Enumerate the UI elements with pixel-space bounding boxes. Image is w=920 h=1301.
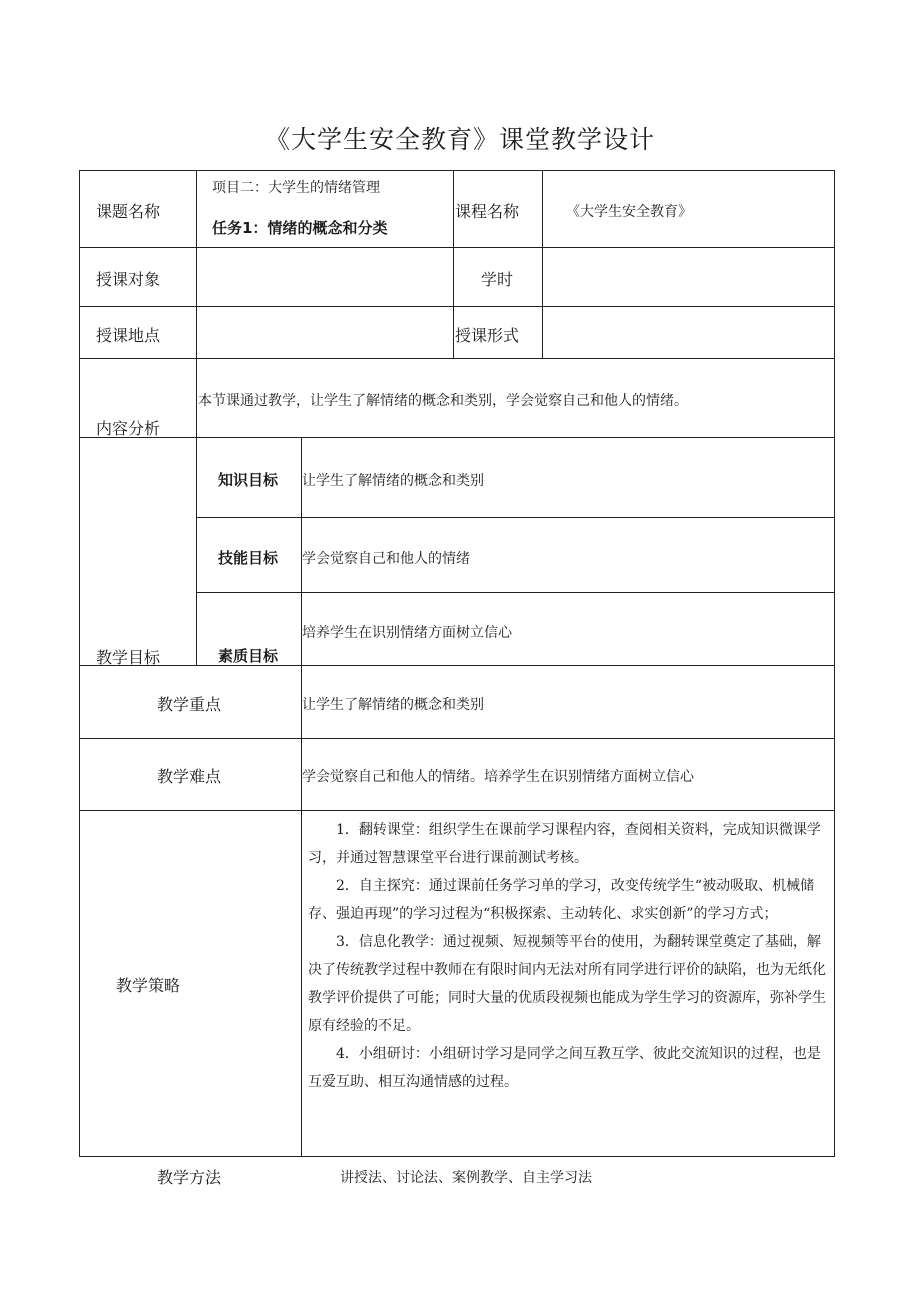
task-name: 任务1：情绪的概念和分类 [212,219,388,237]
document-title: 《大学生安全教育》课堂教学设计 [264,125,655,154]
course-label: 课程名称 [455,202,520,221]
strategy-item: 3．信息化教学：通过视频、短视频等平台的使用，为翻转课堂奠定了基础，解决了传统教学过程中教师在有限时间内无法对所有同学进行评价的缺陷，也为无纸化教学评价提供了可能；同时大量的优质段视频也能成为学生学习的资源库，弥补学生原有经验的不足。 [308,934,826,1034]
difficulties-label: 教学难点 [157,767,222,786]
hours-label: 学时 [481,270,514,289]
knowledge-goal-label: 知识目标 [218,471,279,489]
column-divider [453,170,454,358]
key-points-value: 让学生了解情绪的概念和类别 [302,697,484,713]
row-divider [79,738,835,739]
key-points-label: 教学重点 [157,695,222,714]
analysis-value: 本节课通过教学，让学生了解情绪的概念和类别，学会觉察自己和他人的情绪。 [198,393,688,409]
row-divider [79,665,835,666]
skill-goal-label: 技能目标 [218,549,279,567]
row-divider [196,517,835,518]
row-divider [79,810,835,811]
strategy-item: 1．翻转课堂：组织学生在课前学习课程内容，查阅相关资料，完成知识微课学习，并通过智慧课堂平台进行课前测试考核。 [308,822,821,866]
methods-value: 讲授法、讨论法、案例教学、自主学习法 [340,1170,592,1186]
table-border-top [79,170,835,171]
strategy-item: 4．小组研讨：小组研讨学习是同学之间互教互学、彼此交流知识的过程，也是互爱互助、相互沟通情感的过程。 [308,1046,821,1090]
table-border-right [834,170,835,1157]
quality-goal-value: 培养学生在识别情绪方面树立信心 [302,625,512,641]
table-border-bottom [79,1156,835,1157]
row-divider [79,437,835,438]
column-divider [196,437,197,665]
row-divider [79,306,835,307]
strategy-label: 教学策略 [116,976,181,995]
location-label: 授课地点 [96,326,161,345]
course-value: 《大学生安全教育》 [566,204,692,220]
analysis-label: 内容分析 [96,419,161,438]
column-divider [301,437,302,1156]
strategy-item: 2．自主探究：通过课前任务学习单的学习，改变传统学生“被动吸取、机械储存、强迫再现”的学习过程为“积极探索、主动转化、求实创新”的学习方式； [308,878,815,922]
skill-goal-value: 学会觉察自己和他人的情绪 [302,551,470,567]
column-divider [196,170,197,437]
difficulties-value: 学会觉察自己和他人的情绪。培养学生在识别情绪方面树立信心 [302,769,694,785]
row-divider [79,358,835,359]
audience-label: 授课对象 [96,270,161,289]
quality-goal-label: 素质目标 [218,647,279,665]
row-divider [196,592,835,593]
goals-label: 教学目标 [96,648,161,667]
table-border-left [79,170,80,1157]
knowledge-goal-value: 让学生了解情绪的概念和类别 [302,473,484,489]
topic-label: 课题名称 [96,202,161,221]
strategy-list [308,816,830,1096]
column-divider [542,170,543,358]
form-label: 授课形式 [455,326,520,345]
row-divider [79,247,835,248]
methods-label: 教学方法 [157,1168,222,1187]
project-name: 项目二：大学生的情绪管理 [212,180,380,196]
